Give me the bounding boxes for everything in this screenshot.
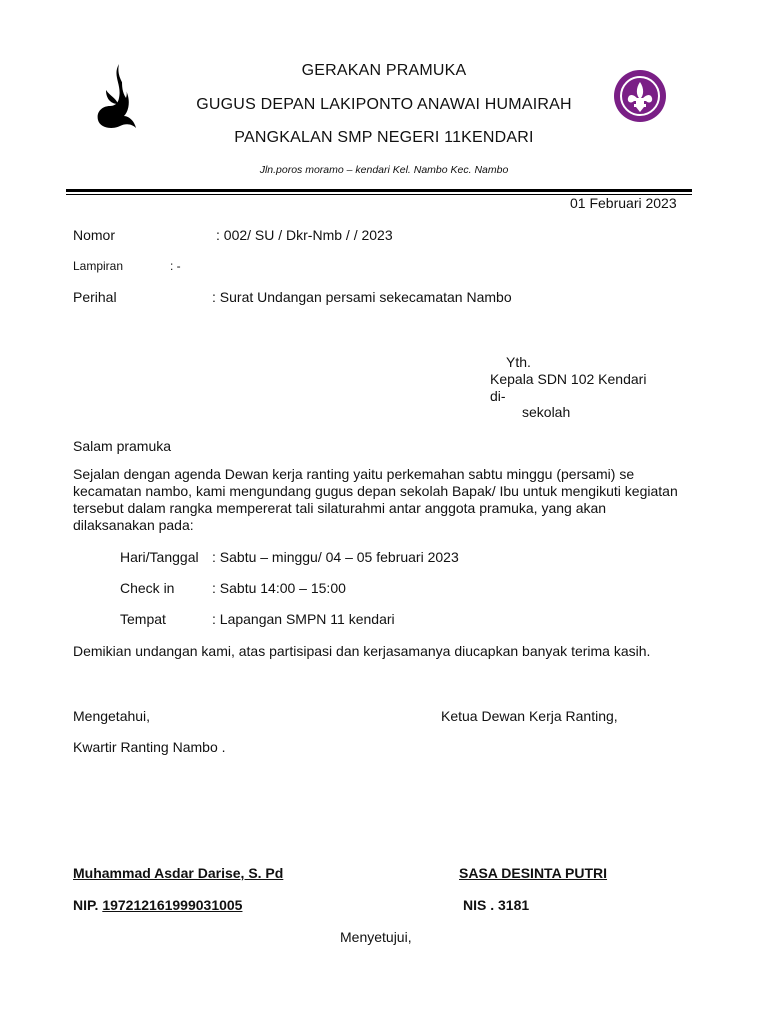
org-name: GERAKAN PRAMUKA — [301, 62, 467, 79]
left-signer-name: Muhammad Asdar Darise, S. Pd — [73, 865, 284, 881]
intro-paragraph: Sejalan dengan agenda Dewan kerja ranting yaitu perkemahan sabtu minggu (persami) se kecamatan nambo, kami mengundang gugus depan sekolah Bapak/ Ibu untuk mengikuti kegiatan tersebut dalam rangka mempererat tali silaturahmi antar anggota pramuka, yang akan dilaksanakan pada: — [73, 466, 678, 533]
lampiran-value: : - — [170, 259, 181, 273]
right-signer-id: NIS . 3181 — [463, 897, 530, 913]
greeting: Salam pramuka — [73, 438, 172, 454]
recipient-place: sekolah — [522, 404, 571, 420]
detail-label-place: Tempat — [120, 611, 166, 627]
detail-value-place: : Lapangan SMPN 11 kendari — [212, 611, 395, 627]
detail-value-date: : Sabtu – minggu/ 04 – 05 februari 2023 — [212, 549, 459, 565]
nip-number: 197212161999031005 — [102, 897, 243, 913]
lampiran-label: Lampiran — [73, 259, 124, 273]
perihal-value: : Surat Undangan persami sekecamatan Nambo — [212, 289, 512, 305]
right-signer-name: SASA DESINTA PUTRI — [459, 865, 608, 881]
perihal-label: Perihal — [73, 289, 117, 305]
recipient-name: Kepala SDN 102 Kendari — [490, 371, 647, 387]
nomor-value: : 002/ SU / Dkr-Nmb / / 2023 — [216, 227, 393, 243]
left-signer-id — [73, 897, 242, 913]
letter-date: 01 Februari 2023 — [570, 195, 677, 211]
detail-label-checkin: Check in — [120, 580, 175, 596]
detail-label-date: Hari/Tanggal — [120, 549, 199, 565]
left-sign-title: Mengetahui, — [73, 708, 151, 724]
left-sign-org: Kwartir Ranting Nambo . — [73, 739, 226, 755]
approval-label: Menyetujui, — [340, 929, 412, 945]
recipient-di: di- — [490, 388, 506, 404]
address: Jln.poros moramo – kendari Kel. Nambo Kec. Nambo — [259, 164, 509, 176]
detail-value-checkin: : Sabtu 14:00 – 15:00 — [212, 580, 346, 596]
nomor-label: Nomor — [73, 227, 116, 243]
recipient-yth: Yth. — [506, 354, 531, 370]
unit-name: GUGUS DEPAN LAKIPONTO ANAWAI HUMAIRAH — [196, 96, 572, 113]
right-sign-title: Ketua Dewan Kerja Ranting, — [441, 708, 618, 724]
closing-paragraph: Demikian undangan kami, atas partisipasi dan kerjasamanya diucapkan banyak terima kasih. — [73, 643, 651, 659]
nip-prefix: NIP. — [73, 897, 103, 913]
header-rule — [66, 189, 692, 192]
base-name: PANGKALAN SMP NEGERI 11KENDARI — [234, 129, 534, 146]
